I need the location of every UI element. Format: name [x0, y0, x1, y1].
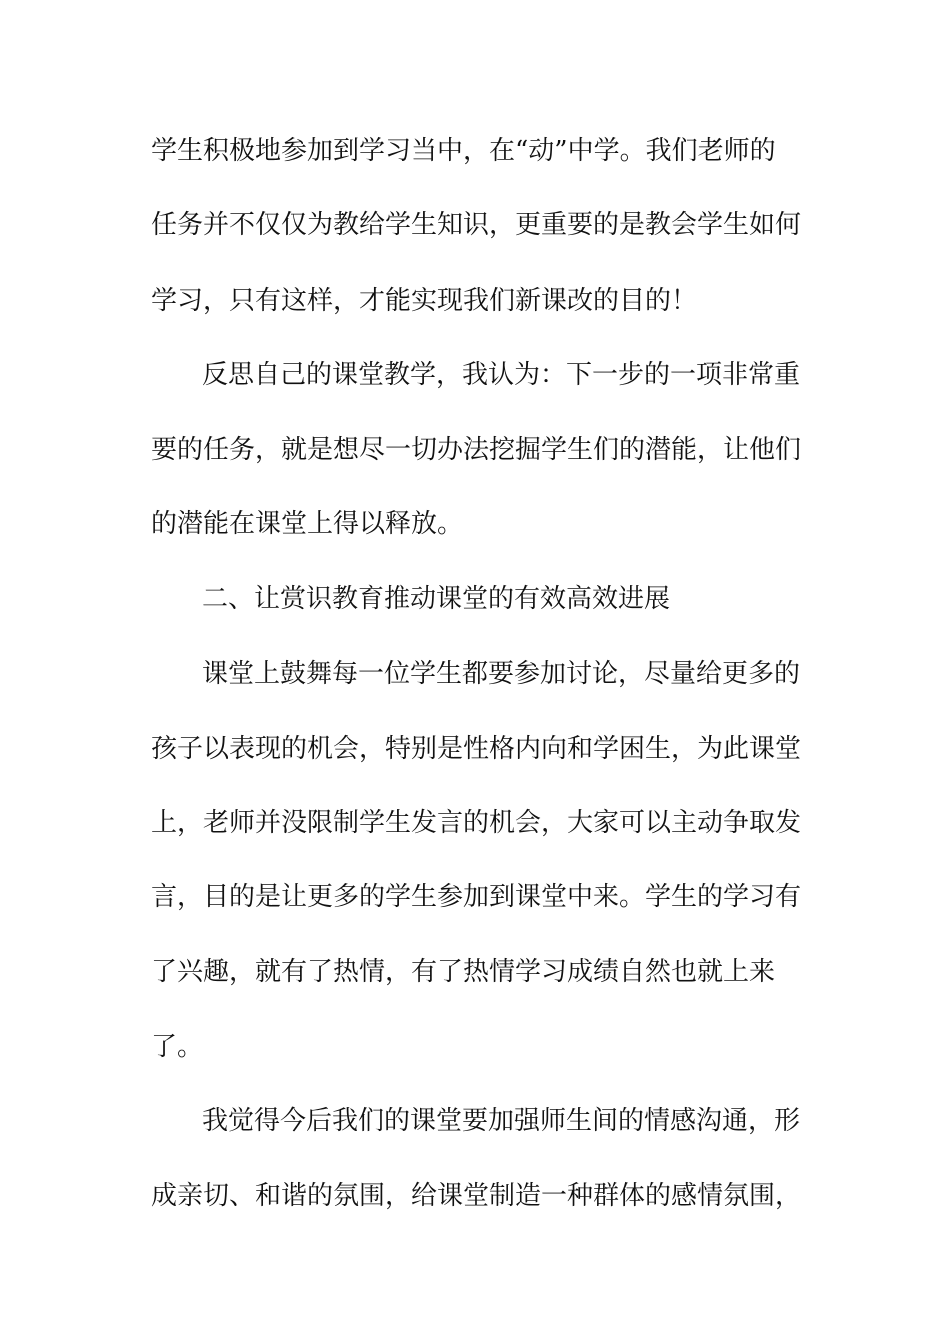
text-line: 成亲切、和谐的氛围，给课堂制造一种群体的感情氛围， — [151, 1181, 802, 1211]
section-heading: 二、让赏识教育推动课堂的有效高效进展 — [202, 584, 671, 614]
paragraph-start-line: 我觉得今后我们的课堂要加强师生间的情感沟通，形 — [202, 1106, 801, 1136]
text-line: 孩子以表现的机会，特别是性格内向和学困生，为此课堂 — [151, 734, 802, 764]
text-line: 学生积极地参加到学习当中，在“动”中学。我们老师的 — [151, 136, 776, 166]
text-line: 了兴趣，就有了热情，有了热情学习成绩自然也就上来 — [151, 957, 776, 987]
text-line: 要的任务，就是想尽一切办法挖掘学生们的潜能，让他们 — [151, 435, 802, 465]
paragraph-start-line: 课堂上鼓舞每一位学生都要参加讨论，尽量给更多的 — [202, 659, 801, 689]
text-line: 上，老师并没限制学生发言的机会，大家可以主动争取发 — [151, 808, 802, 838]
text-line: 任务并不仅仅为教给学生知识，更重要的是教会学生如何 — [151, 210, 802, 240]
text-line: 言，目的是让更多的学生参加到课堂中来。学生的学习有 — [151, 882, 802, 912]
text-line: 的潜能在课堂上得以释放。 — [151, 509, 464, 539]
text-line: 了。 — [151, 1032, 204, 1062]
paragraph-start-line: 反思自己的课堂教学，我认为：下一步的一项非常重 — [202, 360, 801, 390]
text-line: 学习，只有这样，才能实现我们新课改的目的！ — [151, 286, 698, 316]
